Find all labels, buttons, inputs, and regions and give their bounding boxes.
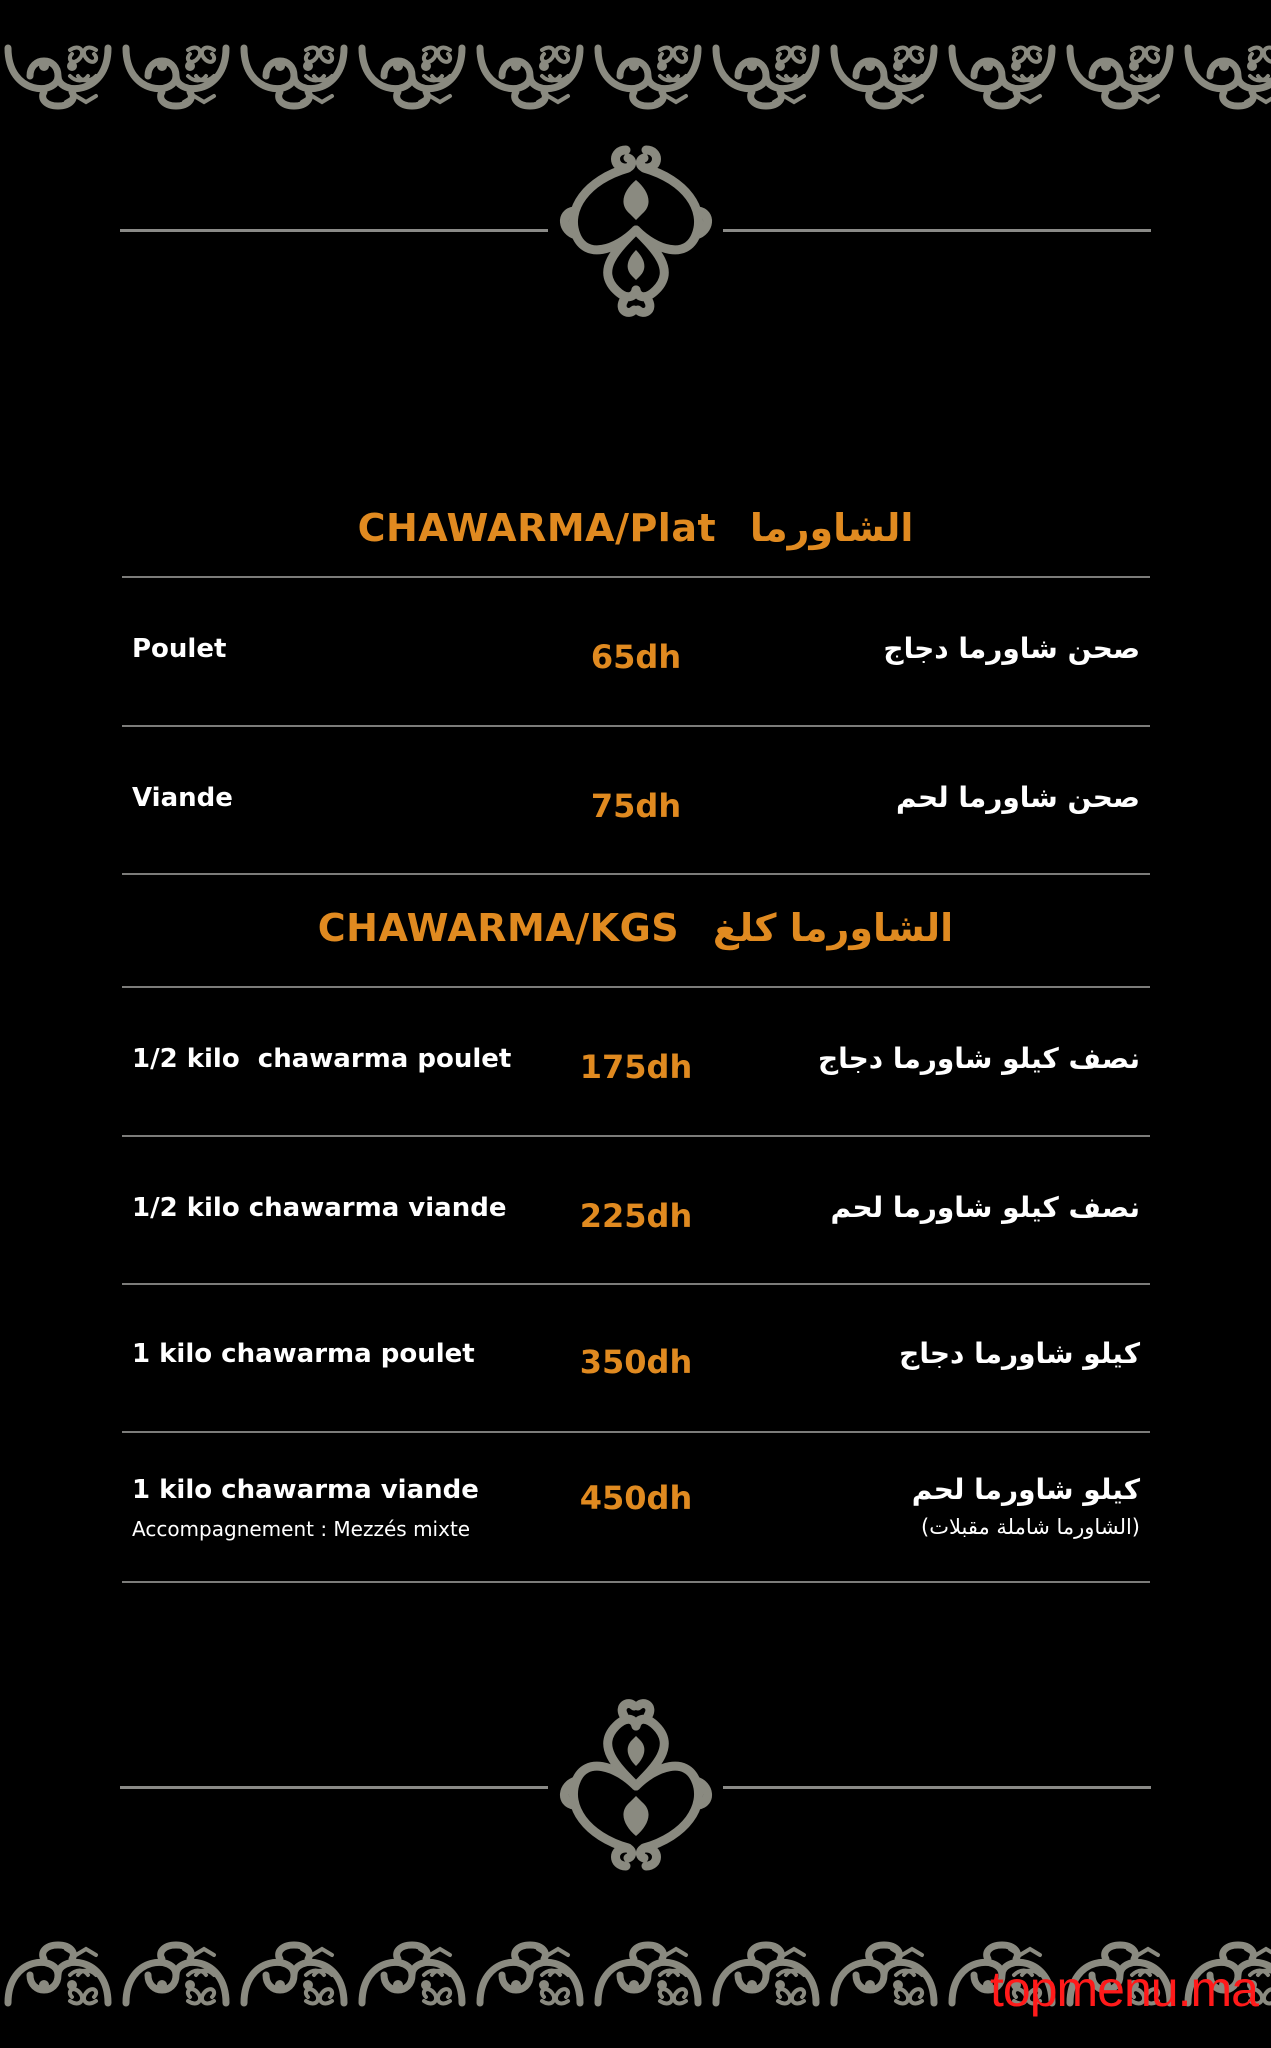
section-title-fr: CHAWARMA/Plat [357,506,717,550]
arabesque-medallion-icon [546,140,726,320]
section-title-chawarma-kgs [120,906,1151,950]
divider-line-right [723,229,1151,232]
item-name-fr: 1/2 kilo chawarma poulet [132,1044,512,1074]
divider-line [122,873,1150,875]
top-divider [120,140,1151,320]
arabesque-medallion-icon [546,1696,726,1876]
menu-item [122,727,1150,875]
item-note-ar: (الشاورما شاملة مقبلات) [921,1515,1140,1539]
item-name-fr: Viande [132,783,233,813]
item-name-fr: 1 kilo chawarma poulet [132,1339,475,1369]
section-title-chawarma-plat [120,506,1151,550]
divider-line-right [723,1786,1151,1789]
item-name-ar: كيلو شاورما دجاج [899,1337,1140,1370]
watermark: topmenu.ma [990,1961,1258,2017]
menu-item [122,1137,1150,1285]
item-price: 450dh [579,1479,693,1517]
item-price: 75dh [590,787,682,825]
item-name-fr: Poulet [132,634,227,664]
item-name-ar: صحن شاورما لحم [895,781,1140,814]
menu-item [122,1433,1150,1581]
item-name-ar: صحن شاورما دجاج [883,632,1140,665]
section-title-fr: CHAWARMA/KGS [317,906,680,950]
item-name-ar: نصف كيلو شاورما دجاج [817,1042,1140,1075]
item-name-ar: كيلو شاورما لحم [911,1473,1140,1506]
menu-item [122,578,1150,726]
divider-line-left [120,229,548,232]
bottom-divider [120,1696,1151,1876]
item-price: 65dh [590,638,682,676]
item-name-fr: 1 kilo chawarma viande [132,1475,479,1505]
item-price: 350dh [579,1343,693,1381]
item-price: 175dh [579,1048,693,1086]
section-title-ar: الشاورما كلغ [712,906,954,950]
item-name-ar: نصف كيلو شاورما لحم [830,1191,1140,1224]
section-title-ar: الشاورما [749,506,914,550]
menu-item [122,988,1150,1136]
item-note-fr: Accompagnement : Mezzés mixte [132,1517,471,1541]
menu-item [122,1285,1150,1433]
divider-line [122,1581,1150,1583]
item-name-fr: 1/2 kilo chawarma viande [132,1193,507,1223]
divider-line-left [120,1786,548,1789]
top-ornamental-border-icon [0,36,1271,116]
item-price: 225dh [579,1197,693,1235]
